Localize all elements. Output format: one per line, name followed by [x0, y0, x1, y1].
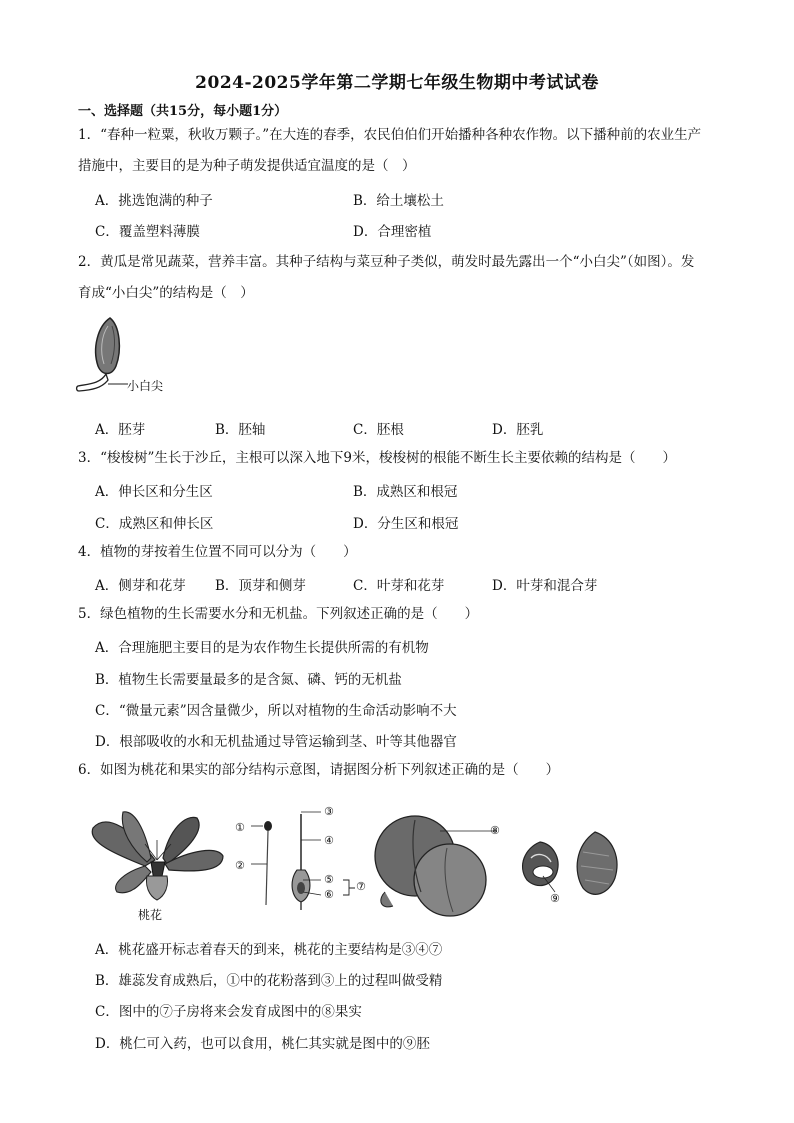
question-4-option-d[interactable]: D．叶芽和混合芽 — [492, 578, 598, 594]
question-4-option-c[interactable]: C．叶芽和花芽 — [353, 578, 445, 594]
question-3-option-d[interactable]: D．分生区和根冠 — [353, 516, 459, 532]
question-5-option-a[interactable]: A．合理施肥主要目的是为农作物生长提供所需的有机物 — [95, 640, 429, 656]
figure-number-3: ③ — [324, 805, 334, 818]
question-2-option-c[interactable]: C．胚根 — [353, 422, 404, 438]
question-2-option-d[interactable]: D．胚乳 — [492, 422, 544, 438]
figure-number-5: ⑤ — [324, 873, 334, 886]
question-6-option-a[interactable]: A．桃花盛开标志着春天的到来，桃花的主要结构是③④⑦ — [95, 942, 443, 958]
question-2-option-b[interactable]: B．胚轴 — [215, 422, 266, 438]
exam-title: 2024-2025学年第二学期七年级生物期中考试试卷 — [195, 73, 599, 93]
question-2-stem-line-2: 育成“小白尖”的结构是（ ） — [78, 285, 254, 301]
figure-label-xiaobaijian: 小白尖 — [127, 379, 164, 393]
question-2-option-a[interactable]: A．胚芽 — [95, 422, 146, 438]
question-5-stem: 5．绿色植物的生长需要水分和无机盐。下列叙述正确的是（ ） — [78, 606, 479, 622]
figure-label-peach-blossom: 桃花 — [138, 908, 163, 922]
section-heading: 一、选择题（共15分，每小题1分） — [78, 104, 288, 119]
peach-blossom-drawing — [92, 812, 223, 900]
stamen-drawing — [251, 821, 272, 905]
peach-fruit-drawing — [375, 816, 497, 916]
question-1-option-a[interactable]: A．挑选饱满的种子 — [95, 193, 213, 209]
figure-number-4: ④ — [324, 834, 334, 847]
question-1-option-d[interactable]: D．合理密植 — [353, 224, 432, 240]
question-6-option-d[interactable]: D．桃仁可入药，也可以食用，桃仁其实就是图中的⑨胚 — [95, 1036, 430, 1052]
question-6-stem: 6．如图为桃花和果实的部分结构示意图，请据图分析下列叙述正确的是（ ） — [78, 762, 560, 778]
peach-pit-drawing — [523, 832, 617, 894]
cucumber-seed-figure — [70, 312, 180, 397]
question-6-option-c[interactable]: C．图中的⑦子房将来会发育成图中的⑧果实 — [95, 1004, 362, 1020]
question-3-option-a[interactable]: A．伸长区和分生区 — [95, 484, 213, 500]
question-5-option-d[interactable]: D．根部吸收的水和无机盐通过导管运输到茎、叶等其他器官 — [95, 734, 457, 750]
question-2-stem-line-1: 2．黄瓜是常见蔬菜，营养丰富。其种子结构与菜豆种子类似，萌发时最先露出一个“小白尖”（如图）。发 — [78, 254, 695, 270]
figure-number-8: ⑧ — [490, 824, 500, 837]
figure-number-7: ⑦ — [356, 880, 366, 893]
figure-number-6: ⑥ — [324, 888, 334, 901]
question-5-option-c[interactable]: C．“微量元素”因含量微少，所以对植物的生命活动影响不大 — [95, 703, 457, 719]
figure-number-2: ② — [235, 859, 245, 872]
question-6-option-b[interactable]: B．雄蕊发育成熟后，①中的花粉落到③上的过程叫做受精 — [95, 973, 443, 989]
question-1-stem-line-2: 措施中，主要目的是为种子萌发提供适宜温度的是（ ） — [78, 158, 416, 174]
question-3-stem: 3．“梭梭树”生长于沙丘，主根可以深入地下9米，梭梭树的根能不断生长主要依赖的结构是（ ） — [78, 450, 676, 466]
peach-flower-figure — [85, 800, 635, 928]
question-1-stem-line-1: 1．“春种一粒粟，秋收万颗子。”在大连的春季，农民伯伯们开始播种各种农作物。以下播种前的农业生产 — [78, 127, 702, 143]
seed-coat — [96, 318, 120, 374]
question-3-option-b[interactable]: B．成熟区和根冠 — [353, 484, 458, 500]
question-3-option-c[interactable]: C．成熟区和伸长区 — [95, 516, 214, 532]
question-4-option-b[interactable]: B．顶芽和侧芽 — [215, 578, 306, 594]
question-4-option-a[interactable]: A．侧芽和花芽 — [95, 578, 186, 594]
figure-number-1: ① — [235, 821, 245, 834]
question-4-stem: 4．植物的芽按着生位置不同可以分为（ ） — [78, 544, 357, 560]
radicle-sprout — [77, 374, 108, 391]
question-1-option-c[interactable]: C．覆盖塑料薄膜 — [95, 224, 200, 240]
question-5-option-b[interactable]: B．植物生长需要量最多的是含氮、磷、钙的无机盐 — [95, 672, 402, 688]
question-1-option-b[interactable]: B．给土壤松土 — [353, 193, 444, 209]
figure-number-9: ⑨ — [550, 892, 560, 905]
